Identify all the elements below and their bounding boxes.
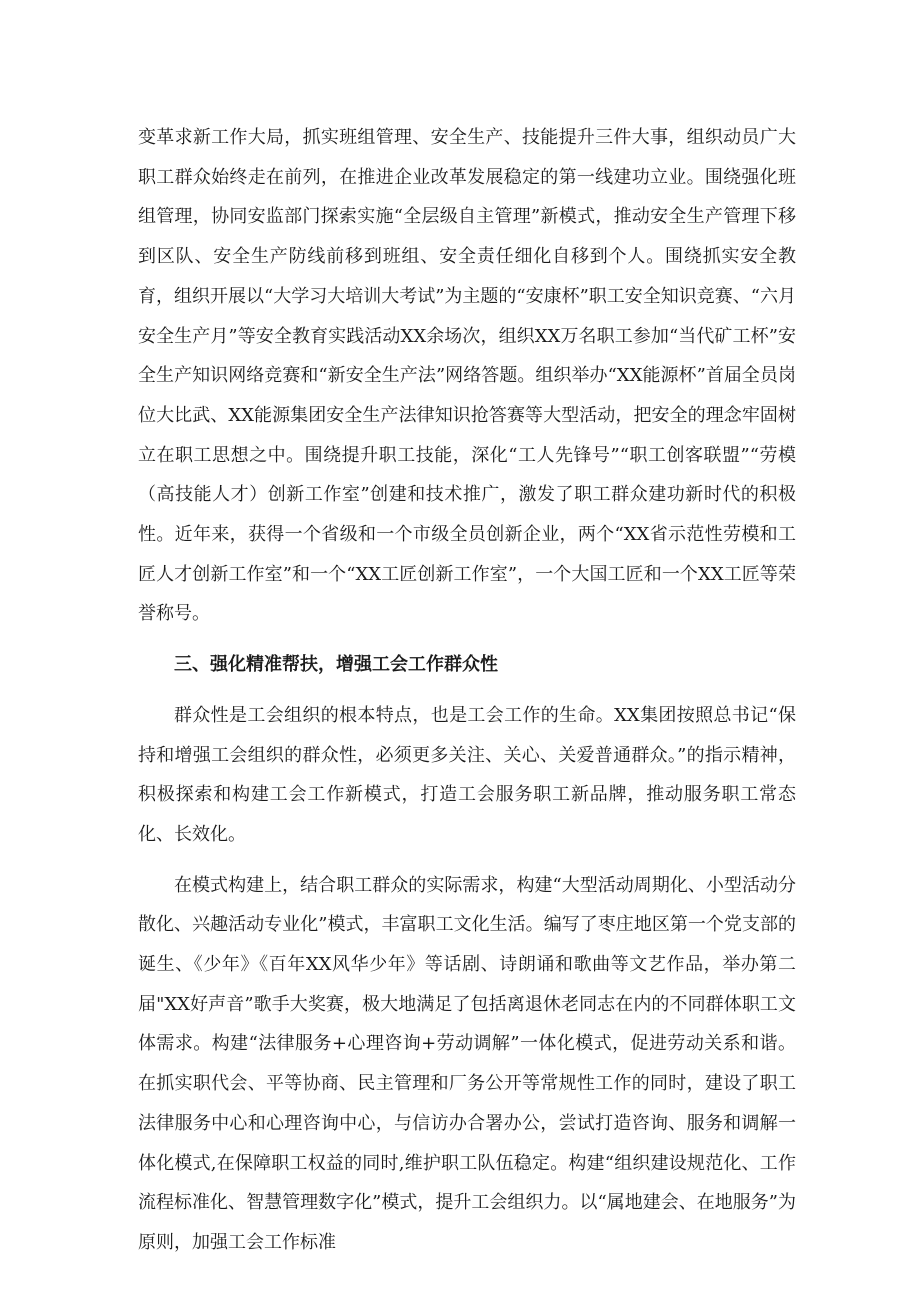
document-body [138,118,796,1263]
paragraph-work-safety: 变革求新工作大局，抓实班组管理、安全生产、技能提升三件大事，组织动员广大职工群众始终走在前列，在推进企业改革发展稳定的第一线建功立业。围绕强化班组管理，协同安监部门探索实施“全层级自主管理”新模式，推动安全生产管理下移到区队、安全生产防线前移到班组、安全责任细化自移到个人。围绕抓实安全教育，组织开展以“大学习大培训大考试”为主题的“安康杯”职工安全知识竞赛、“六月安全生产月”等安全教育实践活动XX余场次，组织XX万名职工参加“当代矿工杯”安全生产知识网络竞赛和“新安全生产法”网络答题。组织举办“XX能源杯”首届全员岗位大比武、XX能源集团安全生产法律知识抢答赛等大型活动，把安全的理念牢固树立在职工思想之中。围绕提升职工技能，深化“工人先锋号”“职工创客联盟”“劳模（高技能人才）创新工作室”创建和技术推广，激发了职工群众建功新时代的积极性。近年来，获得一个省级和一个市级全员创新企业，两个“XX省示范性劳模和工匠人才创新工作室”和一个“XX工匠创新工作室”，一个大国工匠和一个XX工匠等荣誉称号。 [138,127,797,625]
section-heading: 三、强化精准帮扶，增强工会工作群众性 [174,654,498,676]
paragraph-mass-nature: 群众性是工会组织的根本特点，也是工会工作的生命。XX集团按照总书记“保持和增强工会组织的群众性，必须更多关注、关心、关爱普通群众。”的指示精神，积极探索和构建工会工作新模式，打造工会服务职工新品牌，推动服务职工常态化、长效化。 [138,704,796,845]
paragraph-model-construction: 在模式构建上，结合职工群众的实际需求，构建“大型活动周期化、小型活动分散化、兴趣活动专业化”模式，丰富职工文化生活。编写了枣庄地区第一个党支部的诞生、《少年》《百年XX风华少年》等话剧、诗朗诵和歌曲等文艺作品，举办第二届"XX好声音”歌手大奖赛，极大地满足了包括离退休老同志在内的不同群体职工文体需求。构建“法律服务+心理咨询+劳动调解”一体化模式，促进劳动关系和谐。在抓实职代会、平等协商、民主管理和厂务公开等常规性工作的同时，建设了职工法律服务中心和心理咨询中心，与信访办合署办公，尝试打造咨询、服务和调解一体化模式,在保障职工权益的同时,维护职工队伍稳定。构建“组织建设规范化、工作流程标准化、智慧管理数字化”模式，提升工会组织力。以“属地建会、在地服务”为原则，加强工会工作标准 [138,874,796,1253]
